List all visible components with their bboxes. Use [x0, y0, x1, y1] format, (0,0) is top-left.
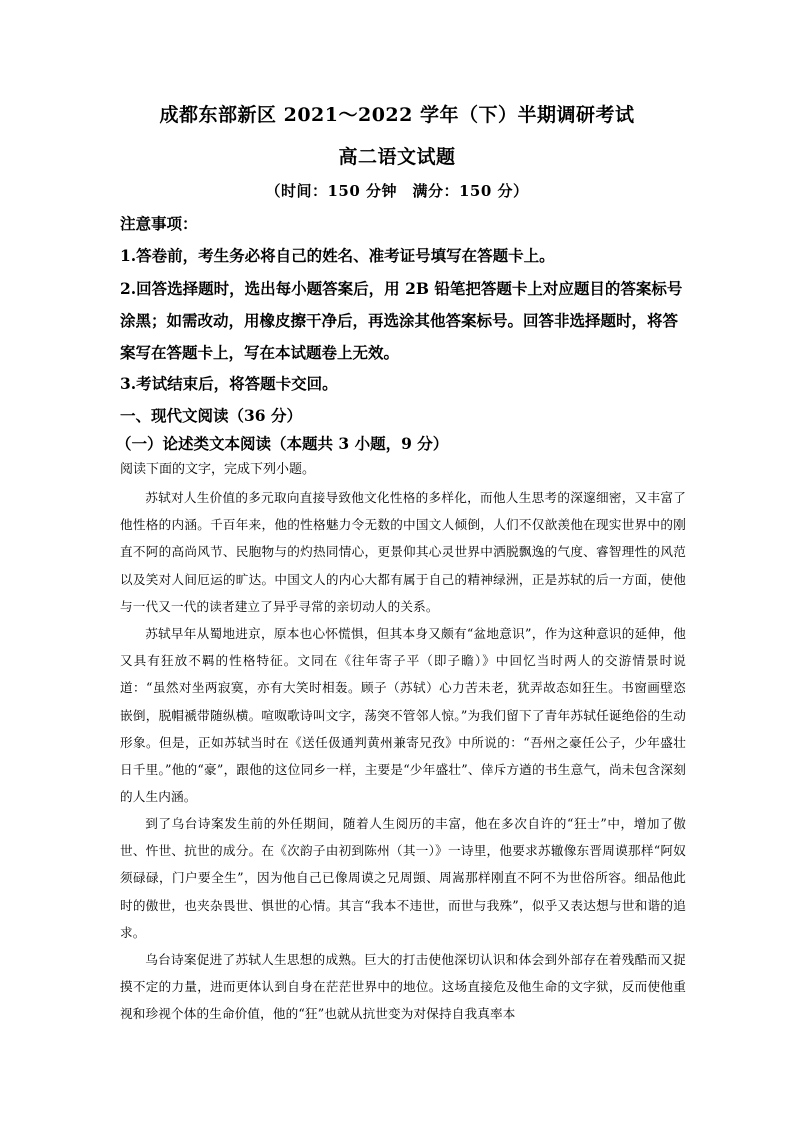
note-item-2: 2.回答选择题时，选出每小题答案后，用 2B 铅笔把答题卡上对应题目的答案标号涂黑；如需改动，用橡皮擦干净后，再选涂其他答案标号。回答非选择题时，将答案写在答题卡上，写在本试题卷上无效。	[120, 279, 683, 362]
section-heading: 一、现代文阅读（36 分）	[120, 406, 302, 425]
reading-instruction: 阅读下面的文字，完成下列小题。	[120, 462, 316, 477]
passage-paragraph-4: 乌台诗案促进了苏轼人生思想的成熟。巨大的打击使他深切认识和体会到外部存在着残酷而又捉摸不定的力量，进而更体认到自身在茫茫世界中的地位。这场直接危及他生命的文字狱，反而使他重视和珍视个体的生命价值，他的“狂”也就从抗世变为对保持自我真率本	[120, 952, 686, 1022]
exam-info: （时间：150 分钟 满分：150 分）	[265, 182, 529, 200]
note-item-1: 1.答卷前，考生务必将自己的姓名、准考证号填写在答题卡上。	[120, 246, 555, 265]
passage-paragraph-1: 苏轼对人生价值的多元取向直接导致他文化性格的多样化，而他人生思考的深邃细密，又丰富了他性格的内涵。千百年来，他的性格魅力令无数的中国文人倾倒，人们不仅歆羡他在现实世界中的刚直不阿的高尚风节、民胞物与的灼热同情心，更景仰其心灵世界中洒脱飘逸的气度、睿智理性的风范以及笑对人间厄运的旷达。中国文人的内心大都有属于自己的精神绿洲，正是苏轼的后一方面，使他与一代又一代的读者建立了异乎寻常的亲切动人的关系。	[120, 490, 686, 614]
subsection-heading: （一）论述类文本阅读（本题共 3 小题，9 分）	[116, 434, 449, 453]
note-item-3: 3.考试结束后，将答题卡交回。	[120, 374, 338, 393]
passage-paragraph-3: 到了乌台诗案发生前的外任期间，随着人生阅历的丰富，他在多次自许的“狂士”中，增加了傲世、忤世、抗世的成分。在《次韵子由初到陈州（其一）》一诗里，他要求苏辙像东晋周谟那样“阿奴须碌碌，门户要全生”，因为他自己已像周谟之兄周顗、周嵩那样刚直不阿不为世俗所容。细品他此时的傲世，也夹杂畏世、惧世的心情。其言“我本不违世，而世与我殊”，似乎又表达想与世和谐的追求。	[120, 816, 686, 940]
exam-title: 成都东部新区 2021～2022 学年（下）半期调研考试	[159, 104, 635, 126]
passage-paragraph-2: 苏轼早年从蜀地进京，原本也心怀慌惧，但其本身又颇有“盆地意识”，作为这种意识的延伸，他又具有狂放不羁的性格特征。文同在《往年寄子平（即子瞻）》中回忆当时两人的交游情景时说道：“虽然对坐两寂寞，亦有大笑时相轰。顾子（苏轼）心力苦未老，犹弄故态如狂生。书窗画壁恣嵌倒，脱帽褫带随纵横。喧呶歌诗叫文字，荡突不管邻人惊。”为我们留下了青年苏轼任诞绝俗的生动形象。但是，正如苏轼当时在《送任伋通判黄州兼寄兄孜》中所说的：“吾州之豪任公子，少年盛壮日千里。”他的“豪”，跟他的这位同乡一样，主要是“少年盛壮”、倖斥方遒的书生意气，尚未包含深刻的人生内涵。	[120, 626, 686, 805]
exam-subtitle: 高二语文试题	[338, 146, 456, 168]
notes-heading: 注意事项：	[120, 214, 198, 233]
